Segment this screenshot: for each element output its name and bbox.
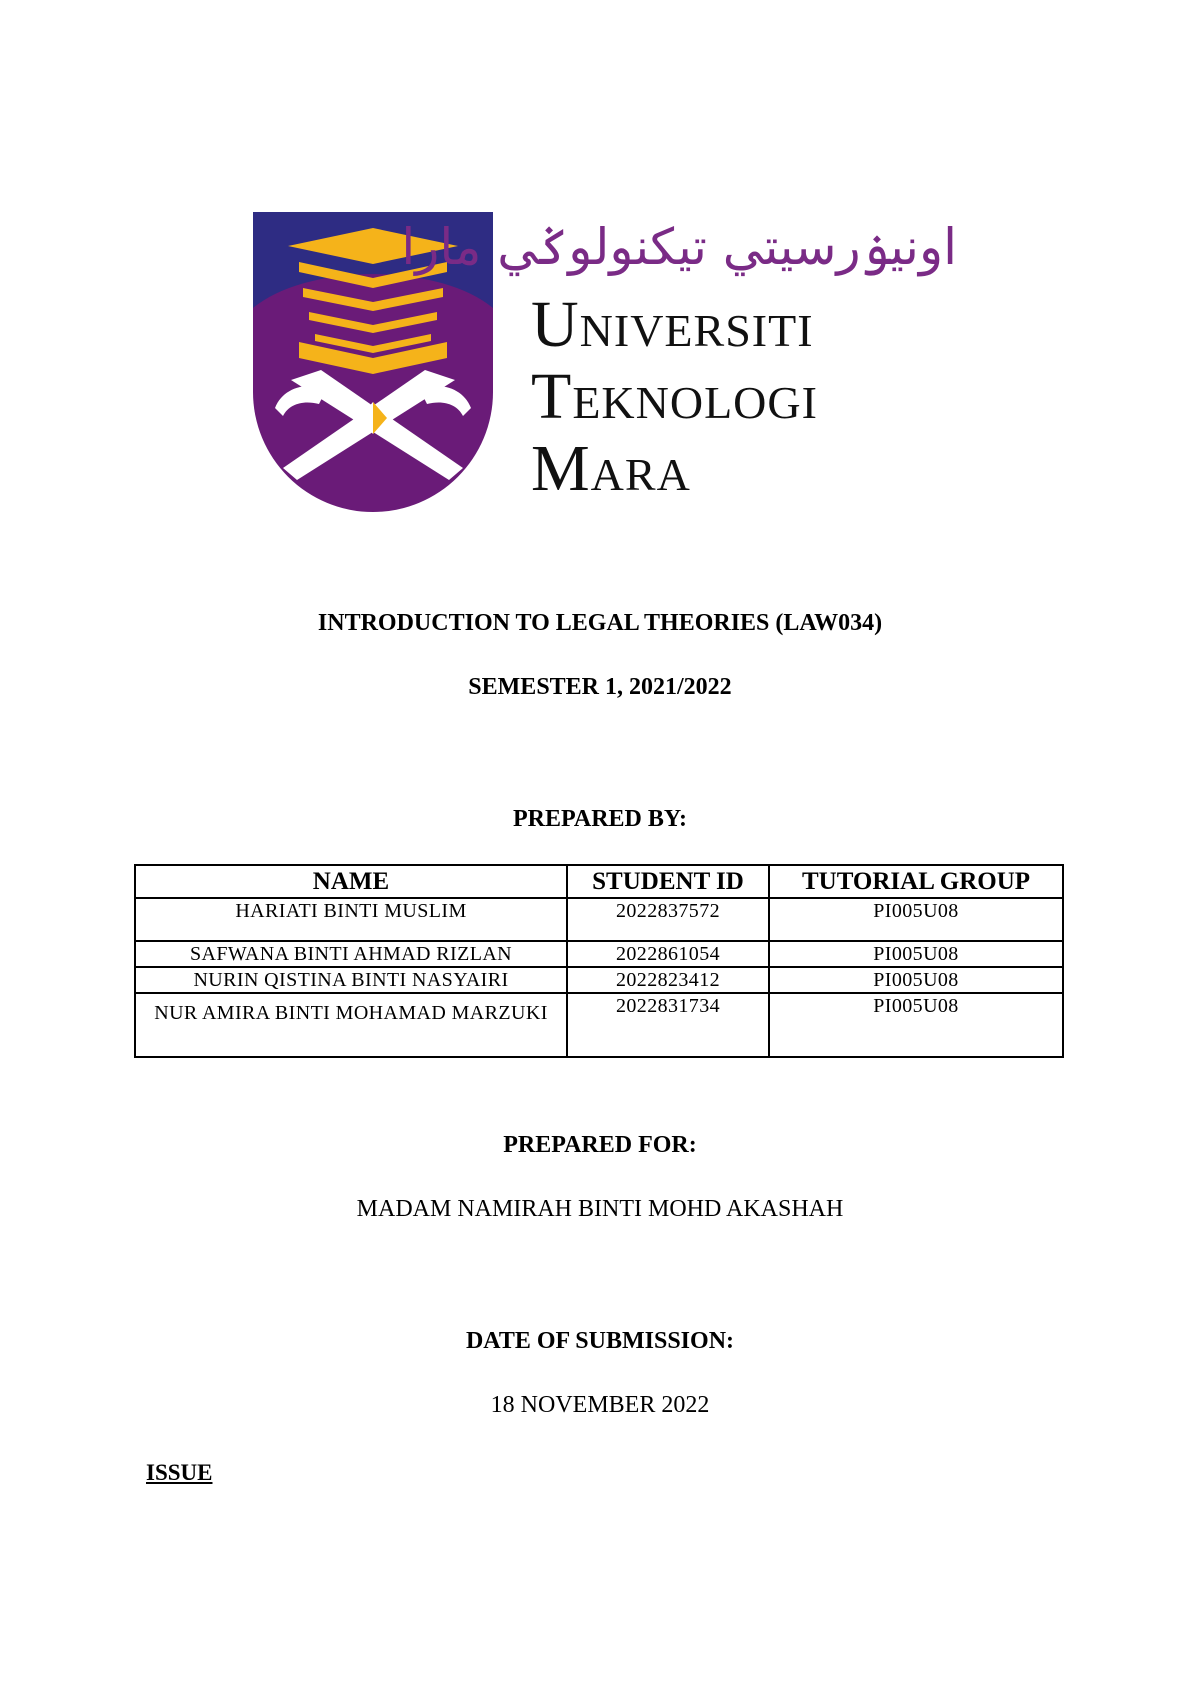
table-row [135,898,1063,941]
member-name: SAFWANA BINTI AHMAD RIZLAN [135,941,567,967]
wordmark-line-2: Teknologi [531,360,818,433]
table-row [135,993,1063,1057]
member-group: PI005U08 [769,967,1063,993]
table-row [135,941,1063,967]
member-group: PI005U08 [769,993,1063,1057]
member-group: PI005U08 [769,898,1063,941]
header-name: NAME [135,865,567,898]
member-name: NUR AMIRA BINTI MOHAMAD MARZUKI [135,993,567,1057]
member-student-id: 2022823412 [567,967,769,993]
course-title: INTRODUCTION TO LEGAL THEORIES (LAW034) [317,610,883,636]
member-student-id: 2022861054 [567,941,769,967]
member-student-id: 2022837572 [567,898,769,941]
submission-date: 18 NOVEMBER 2022 [490,1392,710,1418]
table-row [135,967,1063,993]
member-group: PI005U08 [769,941,1063,967]
member-name: NURIN QISTINA BINTI NASYAIRI [135,967,567,993]
jawi-script-name: اونيۏرسيتي تيكنولوݢي مارا [401,218,957,276]
prepared-for-label: PREPARED FOR: [503,1132,697,1158]
member-student-id: 2022831734 [567,993,769,1057]
prepared-by-label: PREPARED BY: [512,806,687,832]
submission-label: DATE OF SUBMISSION: [465,1328,735,1354]
wordmark-line-3: Mara [531,432,691,505]
member-name: HARIATI BINTI MUSLIM [135,898,567,941]
university-wordmark [401,212,963,508]
header-student-id: STUDENT ID [567,865,769,898]
lecturer-name: MADAM NAMIRAH BINTI MOHD AKASHAH [356,1196,844,1222]
semester: SEMESTER 1, 2021/2022 [468,674,732,700]
issue-heading: ISSUE [146,1460,213,1485]
university-logo [253,212,963,508]
members-table [134,864,1064,1058]
header-tutorial-group: TUTORIAL GROUP [769,865,1063,898]
table-header-row [135,865,1063,898]
wordmark-line-1: Universiti [531,288,814,361]
